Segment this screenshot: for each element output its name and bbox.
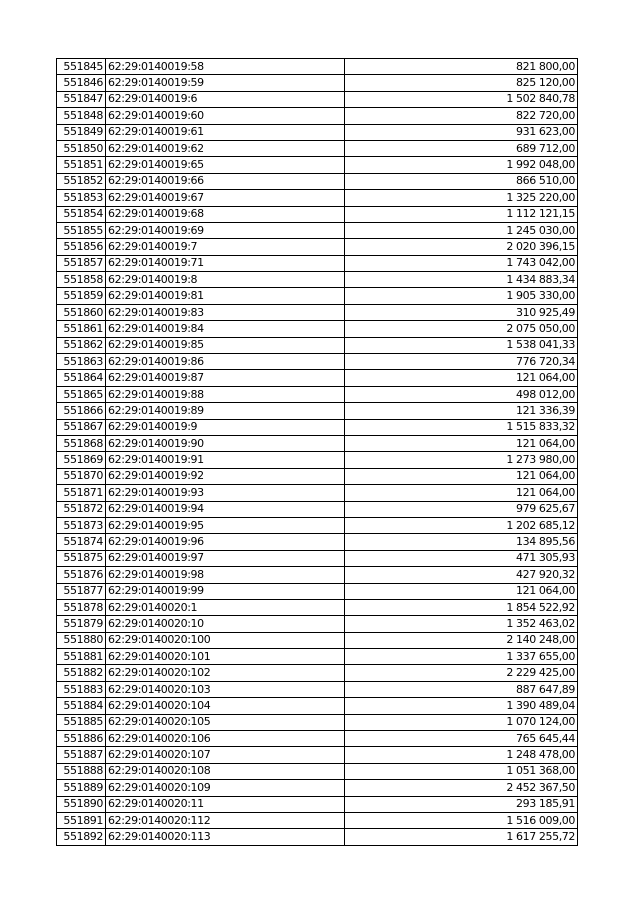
table-row	[57, 140, 578, 156]
cadastral-value-cell: 1 202 685,12	[345, 517, 578, 533]
cadastral-value-cell: 979 625,67	[345, 501, 578, 517]
table-row	[57, 59, 578, 75]
table-row	[57, 272, 578, 288]
cadastral-number-cell: 62:29:0140019:94	[106, 501, 345, 517]
cadastral-value-cell: 1 245 030,00	[345, 222, 578, 238]
row-number-cell: 551876	[57, 567, 106, 583]
cadastral-value-cell: 1 248 478,00	[345, 747, 578, 763]
table-row	[57, 452, 578, 468]
table-row	[57, 337, 578, 353]
cadastral-value-cell: 1 516 009,00	[345, 812, 578, 828]
row-number-cell: 551886	[57, 731, 106, 747]
cadastral-value-cell: 866 510,00	[345, 173, 578, 189]
row-number-cell: 551867	[57, 419, 106, 435]
row-number-cell: 551862	[57, 337, 106, 353]
row-number-cell: 551870	[57, 468, 106, 484]
table-row	[57, 731, 578, 747]
cadastral-value-cell: 1 502 840,78	[345, 91, 578, 107]
cadastral-value-cell: 1 112 121,15	[345, 206, 578, 222]
row-number-cell: 551860	[57, 304, 106, 320]
table-row	[57, 157, 578, 173]
cadastral-value-cell: 825 120,00	[345, 75, 578, 91]
table-row	[57, 321, 578, 337]
table-row	[57, 468, 578, 484]
table-row	[57, 698, 578, 714]
cadastral-value-cell: 2 020 396,15	[345, 239, 578, 255]
cadastral-value-cell: 887 647,89	[345, 681, 578, 697]
cadastral-number-cell: 62:29:0140019:97	[106, 550, 345, 566]
row-number-cell: 551864	[57, 370, 106, 386]
row-number-cell: 551890	[57, 796, 106, 812]
table-row	[57, 354, 578, 370]
row-number-cell: 551846	[57, 75, 106, 91]
row-number-cell: 551883	[57, 681, 106, 697]
row-number-cell: 551872	[57, 501, 106, 517]
cadastral-number-cell: 62:29:0140019:69	[106, 222, 345, 238]
cadastral-value-cell: 427 920,32	[345, 567, 578, 583]
cadastral-number-cell: 62:29:0140019:71	[106, 255, 345, 271]
cadastral-value-cell: 498 012,00	[345, 386, 578, 402]
table-row	[57, 75, 578, 91]
table-row	[57, 534, 578, 550]
row-number-cell: 551869	[57, 452, 106, 468]
row-number-cell: 551884	[57, 698, 106, 714]
cadastral-value-cell: 134 895,56	[345, 534, 578, 550]
cadastral-number-cell: 62:29:0140019:8	[106, 272, 345, 288]
table-row	[57, 403, 578, 419]
cadastral-number-cell: 62:29:0140019:85	[106, 337, 345, 353]
cadastral-value-cell: 121 064,00	[345, 485, 578, 501]
cadastral-value-cell: 776 720,34	[345, 354, 578, 370]
row-number-cell: 551874	[57, 534, 106, 550]
table-row	[57, 714, 578, 730]
table-row	[57, 583, 578, 599]
cadastral-value-cell: 1 070 124,00	[345, 714, 578, 730]
cadastral-number-cell: 62:29:0140020:11	[106, 796, 345, 812]
cadastral-number-cell: 62:29:0140019:6	[106, 91, 345, 107]
cadastral-number-cell: 62:29:0140020:103	[106, 681, 345, 697]
cadastral-value-cell: 1 538 041,33	[345, 337, 578, 353]
row-number-cell: 551879	[57, 616, 106, 632]
cadastral-number-cell: 62:29:0140019:91	[106, 452, 345, 468]
cadastral-value-cell: 1 992 048,00	[345, 157, 578, 173]
cadastral-value-cell: 121 064,00	[345, 583, 578, 599]
cadastral-number-cell: 62:29:0140020:100	[106, 632, 345, 648]
cadastral-number-cell: 62:29:0140020:106	[106, 731, 345, 747]
cadastral-number-cell: 62:29:0140020:107	[106, 747, 345, 763]
cadastral-number-cell: 62:29:0140019:58	[106, 59, 345, 75]
cadastral-number-cell: 62:29:0140019:83	[106, 304, 345, 320]
table-row	[57, 780, 578, 796]
cadastral-number-cell: 62:29:0140019:81	[106, 288, 345, 304]
cadastral-value-cell: 121 064,00	[345, 468, 578, 484]
row-number-cell: 551873	[57, 517, 106, 533]
table-row	[57, 190, 578, 206]
cadastral-value-cell: 2 229 425,00	[345, 665, 578, 681]
cadastral-number-cell: 62:29:0140019:99	[106, 583, 345, 599]
row-number-cell: 551877	[57, 583, 106, 599]
table-row	[57, 616, 578, 632]
cadastral-value-cell: 931 623,00	[345, 124, 578, 140]
cadastral-value-cell: 121 336,39	[345, 403, 578, 419]
cadastral-number-cell: 62:29:0140020:1	[106, 599, 345, 615]
table-row	[57, 747, 578, 763]
table-row	[57, 681, 578, 697]
cadastral-number-cell: 62:29:0140019:84	[106, 321, 345, 337]
cadastral-value-cell: 1 854 522,92	[345, 599, 578, 615]
cadastral-value-cell: 121 064,00	[345, 435, 578, 451]
table-row	[57, 812, 578, 828]
table-row	[57, 485, 578, 501]
row-number-cell: 551858	[57, 272, 106, 288]
table-row	[57, 665, 578, 681]
cadastral-number-cell: 62:29:0140019:95	[106, 517, 345, 533]
cadastral-number-cell: 62:29:0140019:67	[106, 190, 345, 206]
table-row	[57, 829, 578, 845]
cadastral-number-cell: 62:29:0140019:98	[106, 567, 345, 583]
table-row	[57, 288, 578, 304]
table-row	[57, 435, 578, 451]
table-row	[57, 501, 578, 517]
cadastral-number-cell: 62:29:0140020:109	[106, 780, 345, 796]
row-number-cell: 551855	[57, 222, 106, 238]
cadastral-number-cell: 62:29:0140020:104	[106, 698, 345, 714]
row-number-cell: 551847	[57, 91, 106, 107]
cadastral-value-cell: 765 645,44	[345, 731, 578, 747]
cadastral-value-cell: 822 720,00	[345, 108, 578, 124]
cadastral-number-cell: 62:29:0140019:89	[106, 403, 345, 419]
cadastral-value-cell: 1 390 489,04	[345, 698, 578, 714]
cadastral-number-cell: 62:29:0140019:93	[106, 485, 345, 501]
table-row	[57, 386, 578, 402]
cadastral-number-cell: 62:29:0140019:96	[106, 534, 345, 550]
cadastral-number-cell: 62:29:0140019:65	[106, 157, 345, 173]
cadastral-number-cell: 62:29:0140019:68	[106, 206, 345, 222]
cadastral-value-cell: 1 352 463,02	[345, 616, 578, 632]
row-number-cell: 551880	[57, 632, 106, 648]
row-number-cell: 551888	[57, 763, 106, 779]
cadastral-number-cell: 62:29:0140019:86	[106, 354, 345, 370]
row-number-cell: 551857	[57, 255, 106, 271]
table-row	[57, 239, 578, 255]
row-number-cell: 551882	[57, 665, 106, 681]
table-row	[57, 599, 578, 615]
cadastral-number-cell: 62:29:0140019:62	[106, 140, 345, 156]
row-number-cell: 551851	[57, 157, 106, 173]
cadastral-number-cell: 62:29:0140020:113	[106, 829, 345, 845]
table-row	[57, 124, 578, 140]
row-number-cell: 551887	[57, 747, 106, 763]
table-row	[57, 173, 578, 189]
table-row	[57, 517, 578, 533]
cadastral-number-cell: 62:29:0140019:92	[106, 468, 345, 484]
cadastral-value-cell: 2 075 050,00	[345, 321, 578, 337]
cadastral-value-cell: 1 617 255,72	[345, 829, 578, 845]
cadastral-value-cell: 1 434 883,34	[345, 272, 578, 288]
row-number-cell: 551875	[57, 550, 106, 566]
row-number-cell: 551885	[57, 714, 106, 730]
cadastral-value-cell: 310 925,49	[345, 304, 578, 320]
table-row	[57, 567, 578, 583]
cadastral-number-cell: 62:29:0140019:61	[106, 124, 345, 140]
table-row	[57, 370, 578, 386]
table-body	[57, 59, 578, 846]
table-row	[57, 649, 578, 665]
cadastral-number-cell: 62:29:0140020:112	[106, 812, 345, 828]
cadastral-value-cell: 1 273 980,00	[345, 452, 578, 468]
cadastral-value-cell: 1 325 220,00	[345, 190, 578, 206]
cadastral-number-cell: 62:29:0140019:87	[106, 370, 345, 386]
cadastral-number-cell: 62:29:0140019:60	[106, 108, 345, 124]
cadastral-value-cell: 1 515 833,32	[345, 419, 578, 435]
table-row	[57, 108, 578, 124]
row-number-cell: 551852	[57, 173, 106, 189]
table-row	[57, 419, 578, 435]
cadastral-value-cell: 1 905 330,00	[345, 288, 578, 304]
table-row	[57, 796, 578, 812]
cadastral-number-cell: 62:29:0140019:7	[106, 239, 345, 255]
cadastral-value-cell: 121 064,00	[345, 370, 578, 386]
row-number-cell: 551866	[57, 403, 106, 419]
cadastral-number-cell: 62:29:0140019:59	[106, 75, 345, 91]
cadastral-number-cell: 62:29:0140019:90	[106, 435, 345, 451]
cadastral-number-cell: 62:29:0140020:101	[106, 649, 345, 665]
cadastral-value-cell: 1 743 042,00	[345, 255, 578, 271]
cadastral-value-cell: 293 185,91	[345, 796, 578, 812]
table-row	[57, 222, 578, 238]
table-row	[57, 91, 578, 107]
row-number-cell: 551848	[57, 108, 106, 124]
row-number-cell: 551856	[57, 239, 106, 255]
row-number-cell: 551859	[57, 288, 106, 304]
cadastral-value-cell: 471 305,93	[345, 550, 578, 566]
cadastral-value-cell: 821 800,00	[345, 59, 578, 75]
row-number-cell: 551863	[57, 354, 106, 370]
table-row	[57, 763, 578, 779]
row-number-cell: 551871	[57, 485, 106, 501]
row-number-cell: 551881	[57, 649, 106, 665]
cadastral-number-cell: 62:29:0140020:102	[106, 665, 345, 681]
row-number-cell: 551861	[57, 321, 106, 337]
table-row	[57, 632, 578, 648]
row-number-cell: 551845	[57, 59, 106, 75]
row-number-cell: 551854	[57, 206, 106, 222]
row-number-cell: 551891	[57, 812, 106, 828]
cadastral-value-table	[56, 58, 578, 846]
cadastral-value-cell: 689 712,00	[345, 140, 578, 156]
row-number-cell: 551892	[57, 829, 106, 845]
cadastral-value-cell: 2 452 367,50	[345, 780, 578, 796]
row-number-cell: 551889	[57, 780, 106, 796]
cadastral-number-cell: 62:29:0140020:105	[106, 714, 345, 730]
table-row	[57, 206, 578, 222]
table-row	[57, 304, 578, 320]
cadastral-number-cell: 62:29:0140019:9	[106, 419, 345, 435]
cadastral-value-cell: 1 337 655,00	[345, 649, 578, 665]
row-number-cell: 551853	[57, 190, 106, 206]
row-number-cell: 551850	[57, 140, 106, 156]
row-number-cell: 551878	[57, 599, 106, 615]
row-number-cell: 551868	[57, 435, 106, 451]
row-number-cell: 551865	[57, 386, 106, 402]
cadastral-number-cell: 62:29:0140020:10	[106, 616, 345, 632]
row-number-cell: 551849	[57, 124, 106, 140]
cadastral-value-cell: 2 140 248,00	[345, 632, 578, 648]
cadastral-number-cell: 62:29:0140019:66	[106, 173, 345, 189]
cadastral-number-cell: 62:29:0140020:108	[106, 763, 345, 779]
table-row	[57, 550, 578, 566]
cadastral-value-cell: 1 051 368,00	[345, 763, 578, 779]
cadastral-number-cell: 62:29:0140019:88	[106, 386, 345, 402]
table-row	[57, 255, 578, 271]
